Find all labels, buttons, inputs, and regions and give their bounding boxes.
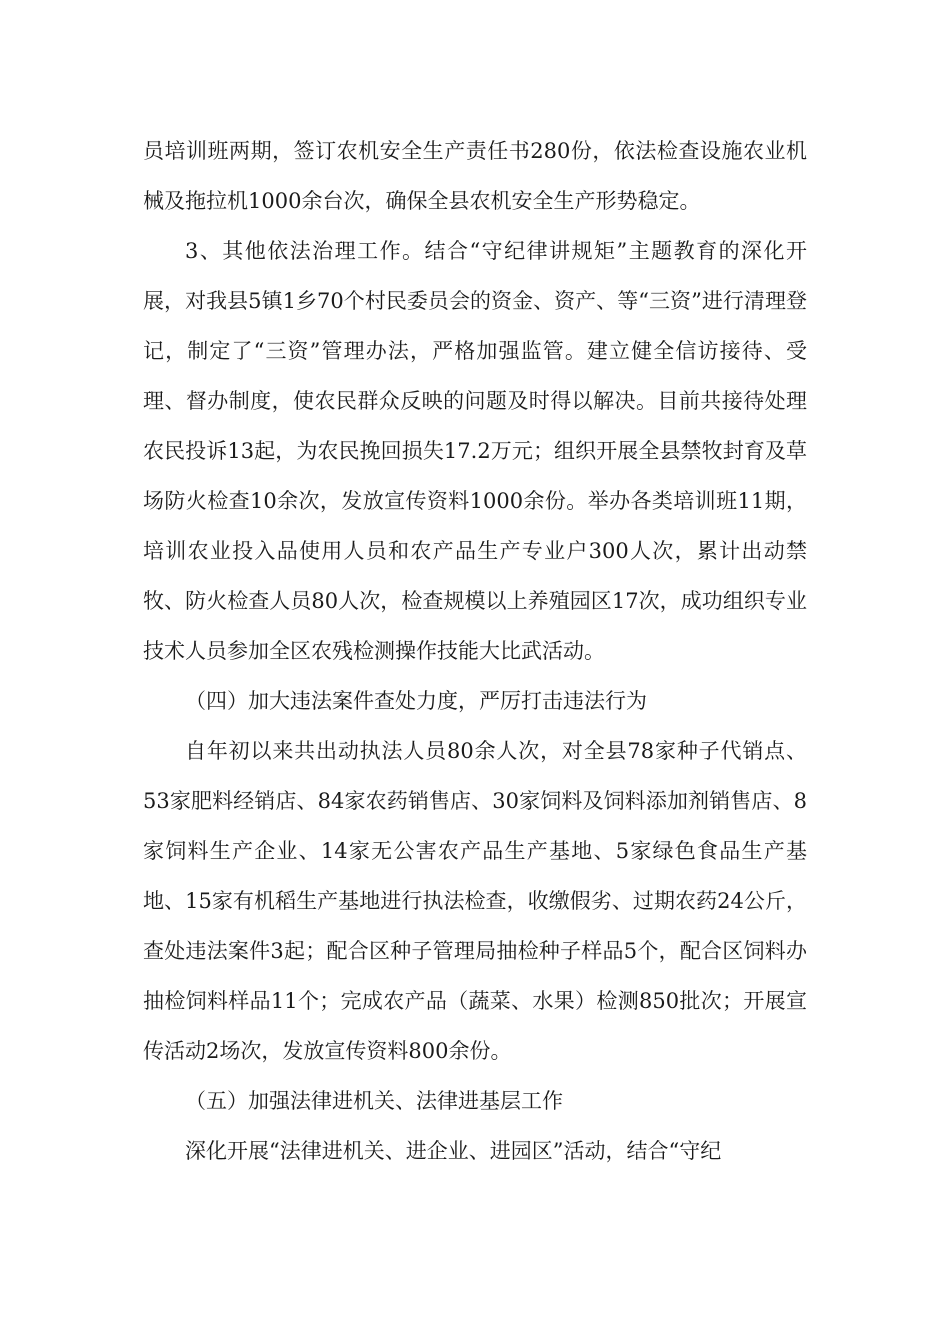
paragraph-other-governance: 3、其他依法治理工作。结合“守纪律讲规矩”主题教育的深化开展，对我县5镇1乡70个村民委员会的资金、资产、等“三资”进行清理登记，制定了“三资”管理办法，严格加强监管。建立健全信访接待、受理、督办制度，使农民群众反映的问题及时得以解决。目前共接待处理农民投诉13起，为农民挽回损失17.2万元；组织开展全县禁牧封育及草场防火检查10余次，发放宣传资料1000余份。举办各类培训班11期，培训农业投入品使用人员和农产品生产专业户300人次，累计出动禁牧、防火检查人员80人次，检查规模以上养殖园区17次，成功组织专业技术人员参加全区农残检测操作技能大比武活动。 bbox=[143, 239, 807, 663]
section-heading-5: （五）加强法律进机关、法律进基层工作 bbox=[185, 1089, 563, 1113]
paragraph-enforcement: 自年初以来共出动执法人员80余人次，对全县78家种子代销点、53家肥料经销店、84家农药销售店、30家饲料及饲料添加剂销售店、8家饲料生产企业、14家无公害农产品生产基地、5家绿色食品生产基地、15家有机稻生产基地进行执法检查，收缴假劣、过期农药24公斤，查处违法案件3起；配合区种子管理局抽检种子样品5个，配合区饲料办抽检饲料样品11个；完成农产品（蔬菜、水果）检测850批次；开展宣传活动2场次，发放宣传资料800余份。 bbox=[143, 739, 807, 1063]
paragraph-law-outreach: 深化开展“法律进机关、进企业、进园区”活动，结合“守纪 bbox=[185, 1139, 722, 1163]
document-body bbox=[143, 126, 807, 1176]
paragraph-continuation: 员培训班两期，签订农机安全生产责任书280份，依法检查设施农业机械及拖拉机1000余台次，确保全县农机安全生产形势稳定。 bbox=[143, 139, 807, 213]
section-heading-4: （四）加大违法案件查处力度，严厉打击违法行为 bbox=[185, 689, 647, 713]
